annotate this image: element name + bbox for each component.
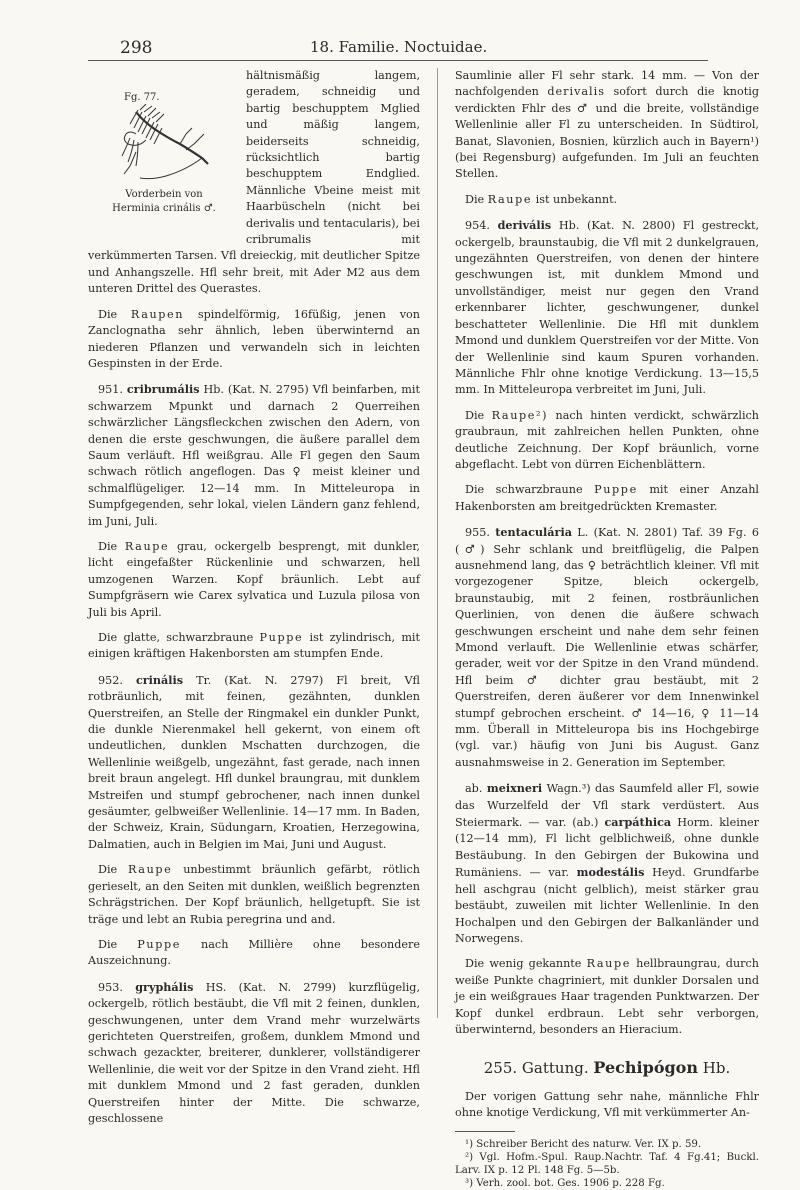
paragraph-text: Die wenig gekannte <box>465 957 582 971</box>
footnote-2: ²) Vgl. Hofm.-Spul. Raup.Nachtr. Taf. 4 Fg.41; Buckl. Larv. IX p. 12 Pl. 148 Fg. 5—5b. <box>455 1151 759 1176</box>
column-divider <box>437 68 438 1018</box>
emphasis: Raupe <box>586 957 631 971</box>
paragraph-text: Heyd. Grundfarbe hell aschgrau (nicht gelblich), meist stärker grau bestäubt, zuweilen mit lichter Wellenlinie. In den Hochalpen und den Gebirgen der Balkanländer und Norwegens. <box>455 866 759 945</box>
paragraph: Die Raupe ist unbekannt. <box>465 192 618 206</box>
paragraph: Die Raupe unbestimmt bräunlich gefärbt, rötlich gerieselt, an den Seiten mit dunklen, weißlich begrenzten Schrägstrichen. Der Kopf bräunlich, hellgetupft. Sie ist träge und lebt an Rubia peregrina und and. <box>88 863 421 926</box>
emphasis: Puppe <box>259 631 304 644</box>
species-name: derivális <box>497 218 552 233</box>
species-953 <box>88 979 420 1128</box>
emphasis: Raupe <box>124 539 170 553</box>
paragraph: Die Raupe grau, ockergelb besprengt, mit dunkler, licht eingefaßter Rückenlinie und schwarzen, hell umzogenen Warzen. Kopf bräunlich. Lebt auf Sumpfgräsern wie Carex sylvatica und Luzula pilosa von Juli bis April. <box>88 539 420 619</box>
species-955 <box>455 524 759 771</box>
form-name: carpáthica <box>604 815 672 830</box>
paragraph: Die Puppe nach Millière ohne besondere Auszeichnung. <box>88 937 420 968</box>
emphasis: Puppe <box>594 483 638 497</box>
genus-heading-prefix: 255. Gattung. <box>483 1059 589 1078</box>
genus-author: Hb. <box>702 1059 731 1078</box>
species-text: Hb. (Kat. N. 2800) Fl gestreckt, ockergelb, braunstaubig, die Vfl mit 2 dunkelgrauen, ungezähnten Querstreifen, von denen der hintere geschwungen ist, mit dunklem Mmond und unvollständiger, meist nur gegen den Vrand erkennbarer lichter, geschwungener, dunkel beschatteter Wellenlinie. Die Hfl mit dunklem Mmond und dunklem Querstreifen vor der Mitte. Von der Wellenlinie sind kaum Spuren vorhanden. Männliche Fhlr ohne knotige Verdickung. 13—15,5 mm. In Mitteleuropa verbreitet im Juni, Juli. <box>455 219 760 397</box>
species-text: L. (Kat. N. 2801) Taf. 39 Fg. 6 (♂) Sehr schlank und breitflügelig, die Palpen ausnehmend lang, das ♀ beträchtlich kleiner. Vfl mit vorgezogener Spitze, bleich ockergelb, braunstaubig, mit 2 feinen, rostbräunlichen Querlinien, von denen die äußere schwach geschwungen erscheint und nahe dem sehr feinen Mmond verlauft. Die Wellenlinie etwas schärfer, gerader, weit vor der Spitze in den Vrand mündend. Hfl beim ♂ dichter grau bestäubt, mit 2 Querstreifen, deren äußerer vor dem Innenwinkel stumpf gebrochen erscheint. ♂ 14—16, ♀ 11—14 mm. Überall in Mitteleuropa bis ins Hochgebirge (vgl. var.) häufig von Juni bis August. Ganz ausnahmsweise in 2. Generation im September. <box>455 526 759 769</box>
paragraph-text: ist zylindrisch, mit einigen kräftigen Hakenborsten am stumpfen Ende. <box>88 631 421 661</box>
species-952 <box>88 672 420 853</box>
left-column <box>88 68 420 1136</box>
figure-caption-line1: Vorderbein von <box>125 189 203 200</box>
paragraph-text: grau, ockergelb besprengt, mit dunkler, licht eingefaßter Rückenlinie und schwarzen, hell umzogenen Warzen. Kopf bräunlich. Lebt auf Sumpfgräsern wie Carex sylvatica und Luzula pilosa von Juli bis April. <box>88 539 420 619</box>
paragraph <box>455 68 759 183</box>
footnote-rule <box>455 1131 515 1132</box>
paragraph-text: Die glatte, schwarzbraune <box>98 631 254 644</box>
footnote-3: ³) Verh. zool. bot. Ges. 1906 p. 228 Fg. <box>465 1177 665 1189</box>
paragraph-text: ist unbekannt. <box>535 192 618 206</box>
species-name: crinális <box>135 672 184 687</box>
figure-label: Fg. 77. <box>124 92 160 103</box>
paragraph: Die Raupen spindelförmig, 16füßig, jenen von Zanclognatha sehr ähnlich, leben überwinternd an niederen Pflanzen und verwandeln sich in leichten Gespinsten in der Erde. <box>88 307 420 370</box>
emphasis: Puppe <box>137 937 181 951</box>
header-rule <box>88 60 708 61</box>
figure-77 <box>88 70 238 235</box>
paragraph-text: Die schwarzbraune <box>465 483 583 497</box>
paragraph: hältnismäßig langem, geradem, schneidig und bartig beschupptem Mglied und mäßig langem, beiderseits schneidig, rücksichtlich bartig beschupptem Endglied. Männliche Vbeine meist mit Haarbüscheln (nicht bei derivalis und tentacularis), bei cribrumalis mit verkümmerten Tarsen. Vfl dreieckig, mit deutlicher Spitze und Anhangszelle. Hfl sehr breit, mit Ader M2 aus dem unteren Drittel des Querastes. <box>88 69 420 296</box>
running-title: 18. Familie. Noctuidae. <box>310 38 488 56</box>
emphasis: Raupe <box>487 192 533 206</box>
paragraph <box>455 482 759 515</box>
paragraph <box>455 956 759 1038</box>
paragraph <box>88 630 420 663</box>
species-951 <box>88 381 420 530</box>
form-name: modestális <box>576 865 645 880</box>
paragraph: Die Raupe²) nach hinten verdickt, schwärzlich graubraun, mit zahlreichen hellen Punkten, ohne deutliche Zeichnung. Der Kopf bräunlich, vorne abgeflacht. Lebt von dürren Eichenblättern. <box>455 408 759 471</box>
emphasis: derivalis <box>547 85 605 99</box>
genus-heading <box>455 1060 759 1076</box>
page-number: 298 <box>120 38 153 58</box>
figure-caption <box>90 188 238 216</box>
species-number: 954. <box>465 219 490 233</box>
species-number: 955. <box>465 526 490 540</box>
paragraph-text: mit einer Anzahl Hakenborsten am breitgedrückten Kremaster. <box>455 483 760 513</box>
paragraph-text: nach Millière ohne besondere Auszeichnung. <box>88 937 420 968</box>
paragraph <box>455 780 759 947</box>
right-column <box>455 68 759 1190</box>
genus-name: Pechipógon <box>593 1058 698 1078</box>
species-name: cribrumális <box>126 382 200 397</box>
species-name: gryphális <box>135 979 194 994</box>
paragraph: Der vorigen Gattung sehr nahe, männliche Fhlr ohne knotige Verdickung, Vfl mit verkümmerter An- <box>455 1089 759 1120</box>
species-name: tentaculária <box>495 525 572 540</box>
species-number: 953. <box>98 980 123 994</box>
figure-caption-line2: Herminia crinális ♂. <box>112 203 216 214</box>
species-number: 952. <box>98 673 123 687</box>
paragraph-text: Saumlinie aller Fl sehr stark. 14 mm. — Von der nachfolgenden <box>455 69 759 99</box>
paragraph-text: hellbraungrau, durch weiße Punkte chagriniert, mit dunkler Dorsalen und je ein weißgraues Haar tragenden Punktwarzen. Der Kopf dunkel erdbraun. Lebt sehr verborgen, überwinternd, besonders an Hieracium. <box>455 957 759 1036</box>
species-number: 951. <box>98 383 123 397</box>
paragraph-text: nach hinten verdickt, schwärzlich graubraun, mit zahlreichen hellen Punkten, ohne deutliche Zeichnung. Der Kopf bräunlich, vorne abgeflacht. Lebt von dürren Eichenblättern. <box>455 408 759 471</box>
paragraph-text: unbestimmt bräunlich gefärbt, rötlich gerieselt, an den Seiten mit dunklen, weißlich begrenzten Schrägstrichen. Der Kopf bräunlich, hellgetupft. Sie ist träge und lebt an Rubia peregrina und and. <box>88 863 421 926</box>
paragraph-text: sofort durch die knotig verdickten Fhlr des ♂ und die breite, vollständige Wellenlinie aller Fl zu unterscheiden. In Südtirol, Banat, Slavonien, Bosnien, kürzlich auch in Bayern¹) (bei Regensburg) aufgefunden. Im Juli an feuchten Stellen. <box>455 85 759 181</box>
paragraph-text: ab. <box>465 782 483 796</box>
paragraph-text: spindelförmig, 16füßig, jenen von Zanclognatha sehr ähnlich, leben überwinternd an niederen Pflanzen und verwandeln sich in leichten Gespinsten in der Erde. <box>88 307 420 370</box>
emphasis: Raupen <box>130 307 185 321</box>
species-text: Hb. (Kat. N. 2795) Vfl beinfarben, mit schwarzem Mpunkt und darnach 2 Querreihen schwärzlicher Längsfleckchen zwischen den Adern, von denen die erste geschwungen, die äußere parallel dem Saum verläuft. Hfl weißgrau. Alle Fl gegen den Saum schwach rötlich angeflogen. Das ♀ meist kleiner und schmalflügeliger. 12—14 mm. In Mitteleuropa in Sumpfgegenden, sehr lokal, vielen Ländern ganz fehlend, im Juni, Juli. <box>88 383 420 528</box>
species-954 <box>455 217 759 398</box>
moth-foreleg-illustration <box>116 104 216 182</box>
paragraph-text: Horm. kleiner (12—14 mm), Fl licht gelblichweiß, ohne dunkle Bestäubung. In den Gebirgen der Bukowina und Rumäniens. — var. <box>455 816 759 880</box>
page-header <box>0 0 800 60</box>
emphasis: Raupe²) <box>491 408 549 422</box>
species-text: Tr. (Kat. N. 2797) Fl breit, Vfl rotbräunlich, mit feinen, gezähnten, dunklen Querstreifen, an Stelle der Ringmakel ein dunkler Punkt, die dunkle Nierenmakel hell gekernt, von einem oft undeutlichen, dunklen Mschatten durchzogen, die Wellenlinie weißgelb, ungezähnt, fast gerade, nach innen breit braun angelegt. Hfl dunkel braungrau, mit dunklem Mstreifen und stumpf gebrochener, nach innen dunkel gesäumter, gelbweißer Wellenlinie. 14—17 mm. In Baden, der Schweiz, Krain, Südungarn, Kroatien, Herzegowina, Dalmatien, auch in Belgien im Mai, Juni und August. <box>88 673 420 851</box>
footnote-1: ¹) Schreiber Bericht des naturw. Ver. IX p. 59. <box>465 1138 702 1150</box>
emphasis: Raupe <box>128 863 173 877</box>
paragraph-text: Wagn.³) das Saumfeld aller Fl, sowie das Wurzelfeld der Vfl stark verdüstert. Aus Steiermark. — var. (ab.) <box>455 782 760 830</box>
form-name: meixneri <box>486 781 543 796</box>
species-text: HS. (Kat. N. 2799) kurzflügelig, ockergelb, rötlich bestäubt, die Vfl mit 2 feinen, dunklen, geschwungenen, unter dem Vrand mehr wurzelwärts gerichteten Querstreifen, großem, dunklem Mmond und schwach gezackter, breiterer, dunklerer, vollständigerer Wellenlinie, die weit vor der Spitze in den Vrand zieht. Hfl mit dunklem Mmond und 2 fast geraden, dunklen Querstreifen hinter der Mitte. Die schwarze, geschlossene <box>88 980 421 1125</box>
